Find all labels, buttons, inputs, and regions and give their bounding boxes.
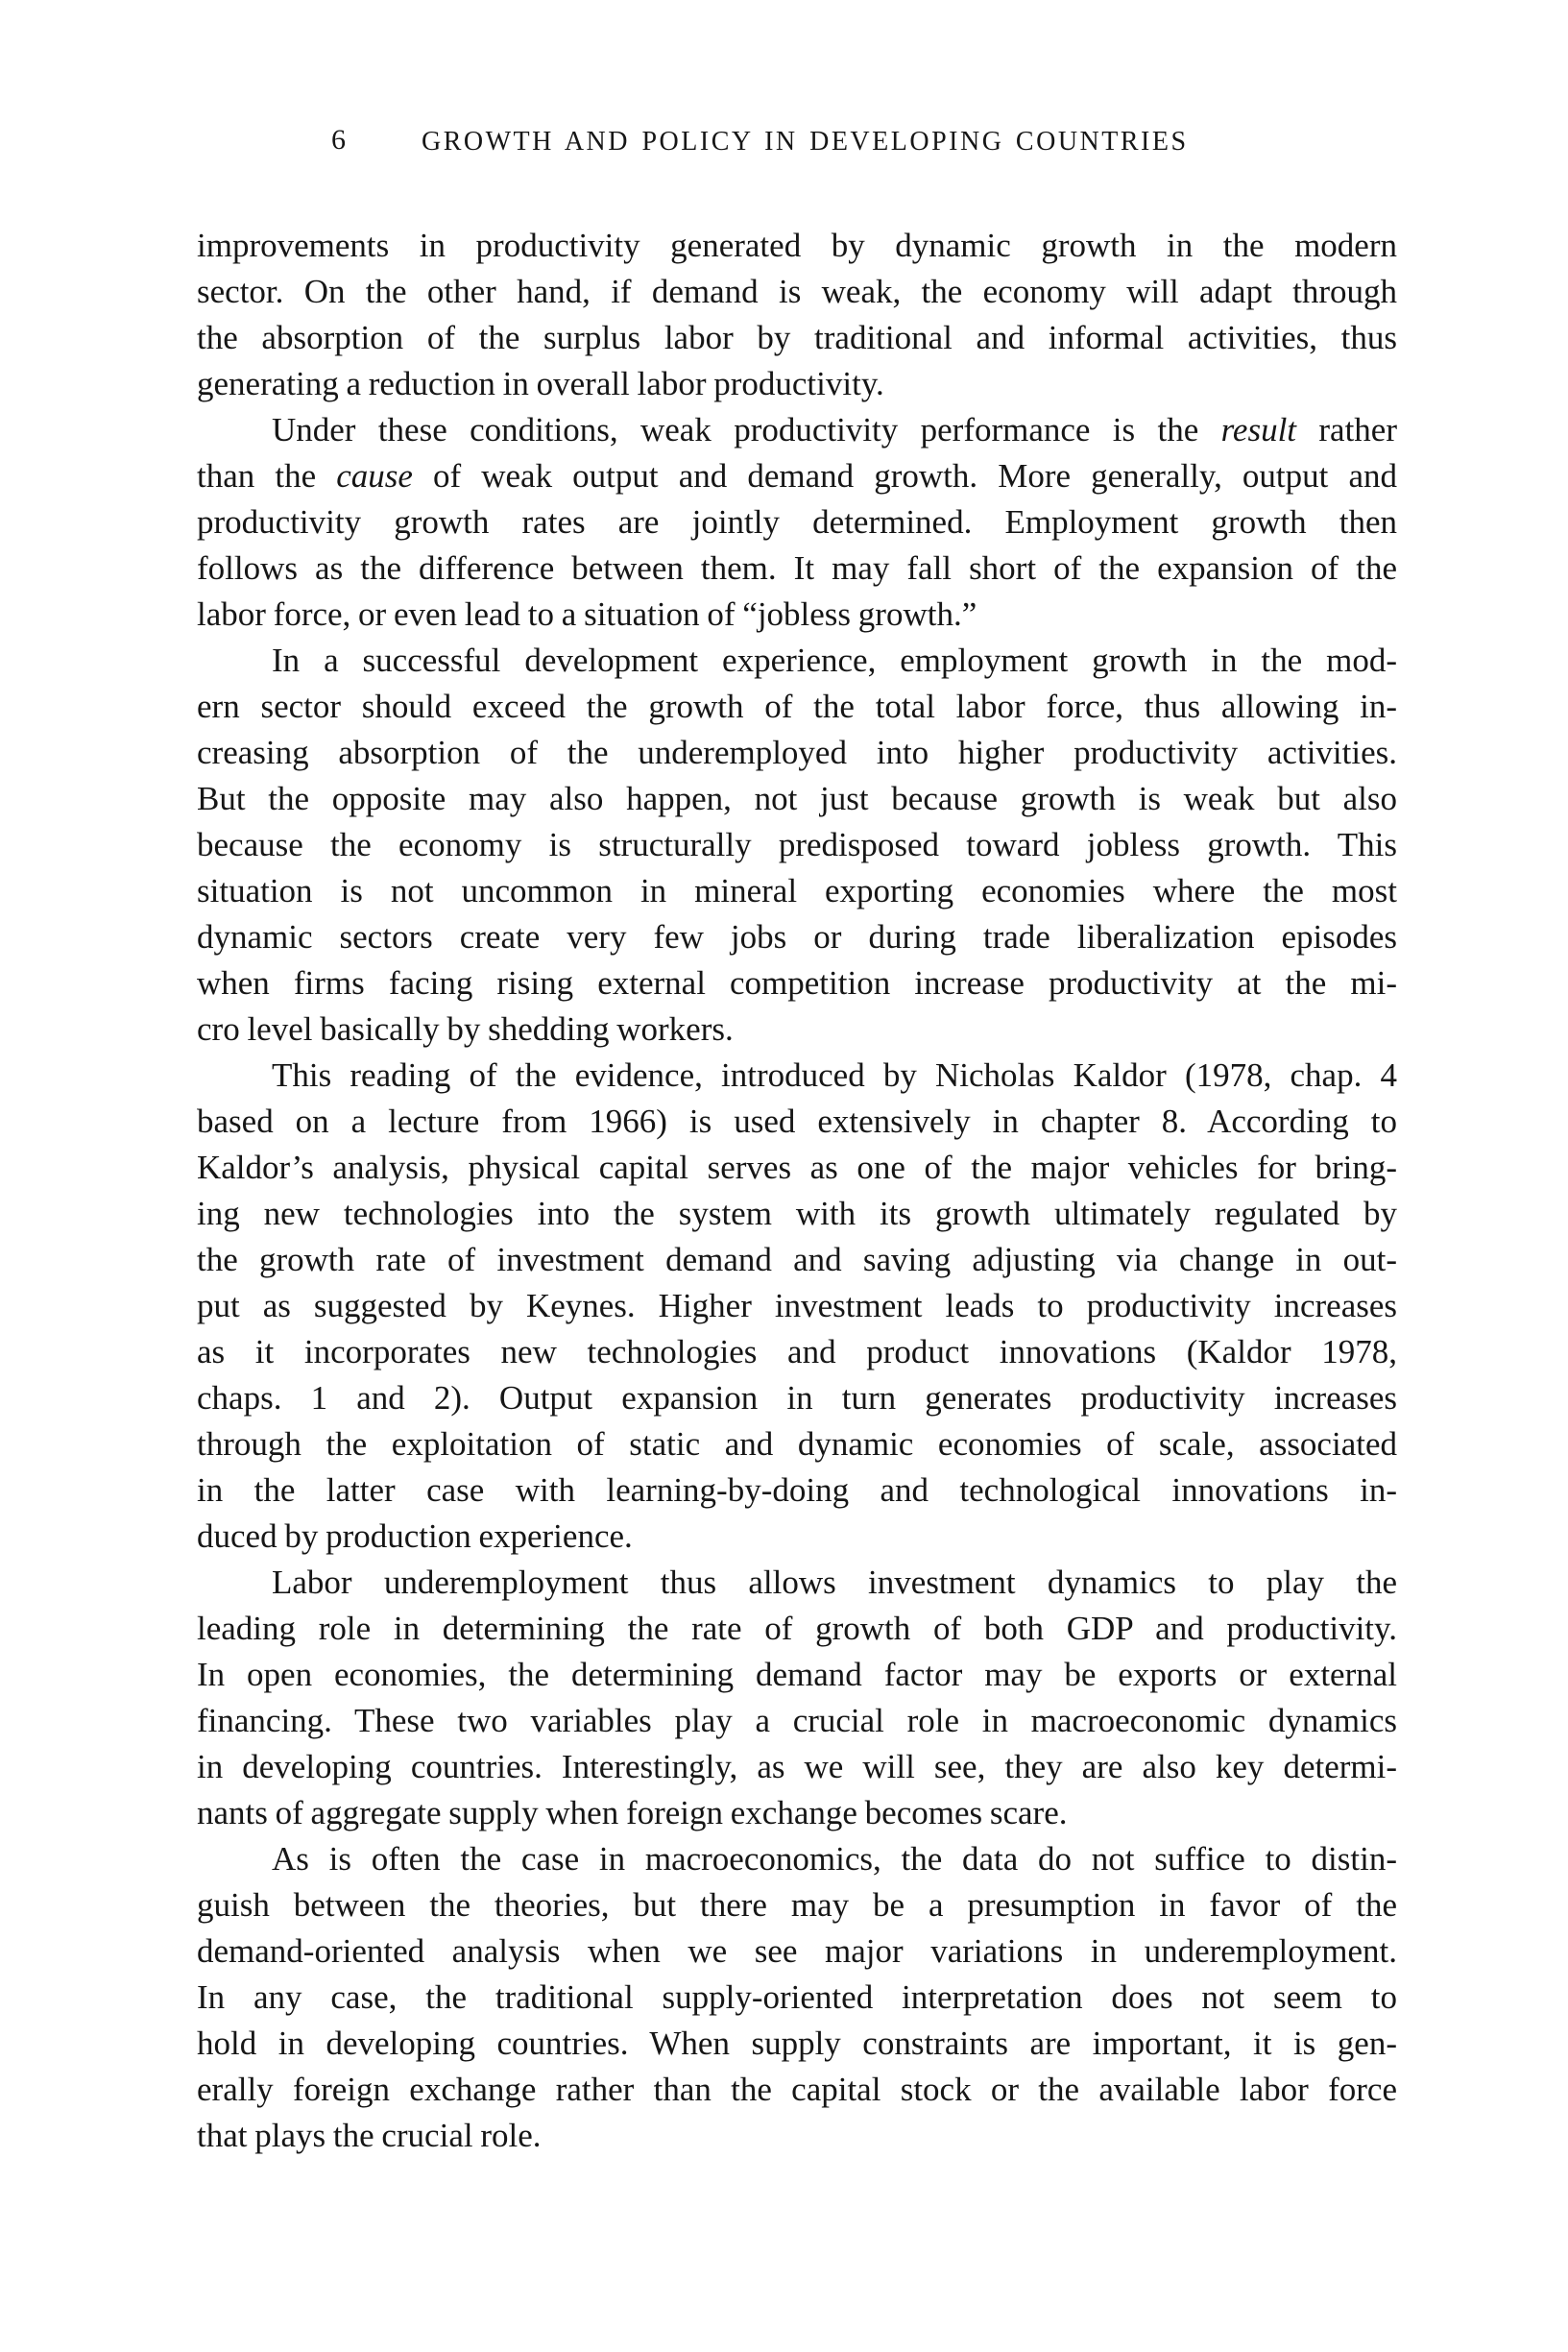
- text-line: the absorption of the surplus labor by traditional and informal activities, thus: [197, 319, 1397, 356]
- paragraph: [197, 223, 1397, 407]
- text-line: follows as the difference between them. It may fall short of the expansion of the: [197, 549, 1397, 587]
- text-line: financing. These two variables play a crucial role in macroeconomic dynamics: [197, 1702, 1397, 1739]
- body-text: [197, 223, 1397, 2159]
- text-line: ing new technologies into the system with its growth ultimately regulated by: [197, 1195, 1397, 1232]
- text-line: hold in developing countries. When supply constraints are important, it is gen-: [197, 2025, 1397, 2062]
- text-line: situation is not uncommon in mineral exporting economies where the most: [197, 872, 1397, 909]
- page-number: 6: [331, 124, 346, 156]
- text-line: chaps. 1 and 2). Output expansion in turn generates productivity increases: [197, 1379, 1397, 1417]
- text-line: improvements in productivity generated by dynamic growth in the modern: [197, 227, 1397, 264]
- text-line: duced by production experience.: [197, 1517, 633, 1555]
- text-line: because the economy is structurally predisposed toward jobless growth. This: [197, 826, 1397, 863]
- text-line: dynamic sectors create very few jobs or during trade liberalization episodes: [197, 918, 1397, 956]
- text-line: in developing countries. Interestingly, as we will see, they are also key determi-: [197, 1748, 1397, 1785]
- paragraph: [197, 407, 1397, 638]
- text-line: sector. On the other hand, if demand is weak, the economy will adapt through: [197, 273, 1397, 310]
- text-line: ern sector should exceed the growth of the total labor force, thus allowing in-: [197, 688, 1397, 725]
- text-line: put as suggested by Keynes. Higher investment leads to productivity increases: [197, 1287, 1397, 1324]
- text-line: In open economies, the determining demand factor may be exports or external: [197, 1656, 1397, 1693]
- text-line: As is often the case in macroeconomics, the data do not suffice to distin-: [272, 1840, 1397, 1878]
- text-line: In any case, the traditional supply-oriented interpretation does not seem to: [197, 1978, 1397, 2016]
- running-head-title: GROWTH AND POLICY IN DEVELOPING COUNTRIES: [422, 127, 1189, 157]
- text-line: generating a reduction in overall labor productivity.: [197, 365, 884, 402]
- text-line: nants of aggregate supply when foreign exchange becomes scare.: [197, 1794, 1068, 1831]
- text-line: demand-oriented analysis when we see major variations in underemployment.: [197, 1932, 1397, 1970]
- text-line: This reading of the evidence, introduced by Nicholas Kaldor (1978, chap. 4: [272, 1056, 1397, 1094]
- text-line: that plays the crucial role.: [197, 2117, 542, 2154]
- text-line: in the latter case with learning-by-doing and technological innovations in-: [197, 1471, 1397, 1509]
- text-line: erally foreign exchange rather than the capital stock or the available labor force: [197, 2071, 1397, 2108]
- paragraph: [197, 1836, 1397, 2159]
- text-line: leading role in determining the rate of growth of both GDP and productivity.: [197, 1610, 1397, 1647]
- text-line: creasing absorption of the underemployed into higher productivity activities.: [197, 734, 1397, 771]
- text-line: Kaldor’s analysis, physical capital serves as one of the major vehicles for bring-: [197, 1149, 1397, 1186]
- paragraph: [197, 1560, 1397, 1836]
- text-line: Under these conditions, weak productivity performance is the result rather: [272, 411, 1397, 449]
- text-line: cro level basically by shedding workers.: [197, 1010, 734, 1048]
- text-line: based on a lecture from 1966) is used extensively in chapter 8. According to: [197, 1103, 1397, 1140]
- text-line: through the exploitation of static and dynamic economies of scale, associated: [197, 1425, 1397, 1463]
- text-line: as it incorporates new technologies and product innovations (Kaldor 1978,: [197, 1333, 1397, 1370]
- text-line: In a successful development experience, employment growth in the mod-: [272, 642, 1397, 679]
- text-line: guish between the theories, but there may be a presumption in favor of the: [197, 1886, 1397, 1924]
- text-line: labor force, or even lead to a situation of “jobless growth.”: [197, 595, 977, 633]
- text-line: the growth rate of investment demand and saving adjusting via change in out-: [197, 1241, 1397, 1278]
- text-line: productivity growth rates are jointly determined. Employment growth then: [197, 503, 1397, 541]
- text-line: But the opposite may also happen, not just because growth is weak but also: [197, 780, 1397, 817]
- text-line: Labor underemployment thus allows investment dynamics to play the: [272, 1564, 1397, 1601]
- text-line: than the cause of weak output and demand growth. More generally, output and: [197, 457, 1397, 495]
- paragraph: [197, 638, 1397, 1053]
- paragraph: [197, 1053, 1397, 1560]
- running-head: [197, 121, 1397, 163]
- text-line: when firms facing rising external competition increase productivity at the mi-: [197, 964, 1397, 1002]
